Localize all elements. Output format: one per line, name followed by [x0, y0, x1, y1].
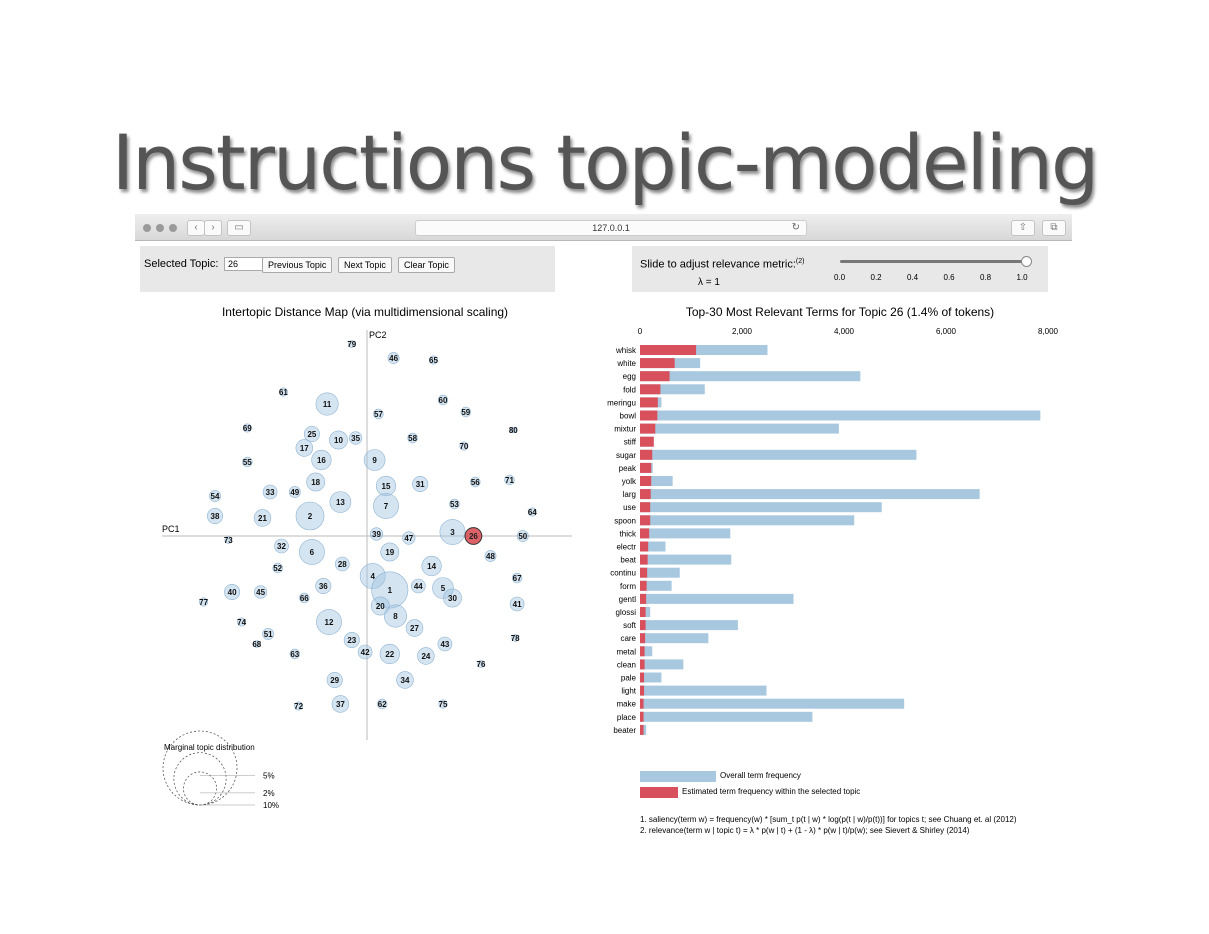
- topic-label-80: 80: [508, 426, 518, 435]
- browser-window: [135, 214, 1072, 842]
- topic-label-20: 20: [375, 602, 385, 611]
- selected-topic-label: Selected Topic:: [144, 258, 219, 270]
- slider-tick-label: 0.0: [834, 273, 846, 282]
- x-tick-label: 2,000: [731, 327, 753, 336]
- topic-label-39: 39: [372, 530, 381, 539]
- relevance-panel: [632, 246, 1048, 292]
- share-icon[interactable]: ⇧: [1011, 220, 1035, 236]
- bar-topic-place[interactable]: [640, 712, 644, 722]
- legend-label-topic: Estimated term frequency within the selected topic: [682, 787, 861, 796]
- term-label-fold[interactable]: fold: [623, 385, 636, 395]
- slider-tick-label: 1.0: [1016, 273, 1028, 282]
- bar-topic-care[interactable]: [640, 633, 645, 643]
- bar-topic-metal[interactable]: [640, 646, 645, 656]
- bar-topic-white[interactable]: [640, 358, 675, 368]
- legend-swatch-overall: [640, 771, 716, 782]
- relevance-footnote-ref: (2): [795, 258, 805, 265]
- bar-topic-make[interactable]: [640, 699, 644, 709]
- chevron-right-icon[interactable]: ›: [204, 220, 222, 236]
- url-text: 127.0.0.1: [592, 223, 630, 233]
- term-label-sugar[interactable]: sugar: [615, 450, 636, 460]
- term-label-metal[interactable]: metal: [616, 647, 636, 657]
- topic-label-6: 6: [309, 548, 315, 557]
- x-tick-label: 0: [637, 327, 643, 336]
- topic-label-58: 58: [408, 434, 418, 443]
- relevance-footnote: 2. relevance(term w | topic t) = λ * p(w | t) + (1 - λ) * p(w | t)/p(w); see Sievert & Shirley (2014): [640, 826, 970, 835]
- bar-topic-meringu[interactable]: [640, 397, 658, 407]
- topic-label-31: 31: [415, 480, 425, 489]
- bar-overall-light[interactable]: [640, 686, 766, 696]
- term-label-beater[interactable]: beater: [613, 725, 636, 735]
- bar-overall-egg[interactable]: [640, 371, 860, 381]
- bar-topic-peak[interactable]: [640, 463, 651, 473]
- topic-label-18: 18: [311, 478, 321, 487]
- topic-label-67: 67: [512, 574, 522, 583]
- bar-overall-clean[interactable]: [640, 659, 683, 669]
- legend-swatch-topic: [640, 787, 678, 798]
- topic-controls-panel: [140, 246, 555, 292]
- previous-topic-button[interactable]: Previous Topic: [262, 257, 332, 273]
- bar-overall-spoon[interactable]: [640, 515, 854, 525]
- term-label-stiff[interactable]: stiff: [623, 437, 636, 447]
- topic-label-2: 2: [307, 512, 313, 521]
- topic-label-70: 70: [459, 442, 469, 451]
- topic-label-30: 30: [448, 594, 457, 603]
- relevance-slider-track[interactable]: [840, 260, 1026, 263]
- bar-overall-gentl[interactable]: [640, 594, 794, 604]
- bar-overall-sugar[interactable]: [640, 450, 916, 460]
- marginal-label-10%: 10%: [263, 801, 280, 810]
- term-label-whisk[interactable]: whisk: [615, 346, 636, 355]
- topic-label-28: 28: [337, 560, 347, 569]
- bar-chart-legend: [640, 771, 1040, 811]
- sidebar-icon[interactable]: ▭: [227, 220, 251, 236]
- term-label-bowl[interactable]: bowl: [619, 411, 636, 421]
- slide-title: Instructions topic-modeling: [111, 118, 1098, 207]
- topic-label-74: 74: [237, 618, 247, 627]
- pc1-label: PC1: [162, 524, 180, 534]
- topic-label-16: 16: [316, 456, 326, 465]
- topic-label-52: 52: [273, 564, 283, 573]
- topic-label-68: 68: [252, 640, 262, 649]
- topic-label-19: 19: [385, 548, 395, 557]
- topic-label-59: 59: [461, 408, 471, 417]
- topic-label-79: 79: [347, 340, 357, 349]
- term-label-pale[interactable]: pale: [620, 673, 636, 683]
- topic-label-53: 53: [449, 500, 459, 509]
- slider-tick-label: 0.8: [980, 273, 992, 282]
- term-label-care[interactable]: care: [620, 634, 636, 644]
- bar-topic-beater[interactable]: [640, 725, 644, 735]
- topic-label-57: 57: [373, 410, 383, 419]
- bar-overall-use[interactable]: [640, 502, 882, 512]
- topic-label-60: 60: [438, 396, 448, 405]
- topic-label-61: 61: [278, 388, 288, 397]
- topic-label-9: 9: [372, 456, 377, 465]
- bar-topic-thick[interactable]: [640, 528, 649, 538]
- legend-label-overall: Overall term frequency: [720, 771, 801, 780]
- topic-label-73: 73: [223, 536, 233, 545]
- selected-topic-input[interactable]: 26: [224, 257, 266, 271]
- close-window-button[interactable]: [143, 224, 151, 232]
- topic-label-32: 32: [277, 542, 286, 551]
- topic-label-76: 76: [476, 660, 486, 669]
- bar-topic-continu[interactable]: [640, 568, 647, 578]
- slider-tick-label: 0.2: [870, 273, 882, 282]
- term-label-larg[interactable]: larg: [622, 490, 636, 500]
- topic-label-25: 25: [307, 430, 317, 439]
- topic-label-12: 12: [324, 618, 334, 627]
- relevance-label: Slide to adjust relevance metric:$^{(2)}$: [640, 258, 805, 271]
- bar-overall-make[interactable]: [640, 699, 904, 709]
- zoom-window-button[interactable]: [169, 224, 177, 232]
- topic-label-15: 15: [381, 482, 391, 491]
- marginal-label-2%: 2%: [263, 788, 275, 798]
- bar-overall-bowl[interactable]: [640, 411, 1040, 421]
- page-content: [135, 241, 1072, 842]
- x-tick-label: 8,000: [1037, 327, 1059, 336]
- slider-tick-label: 0.4: [907, 273, 919, 282]
- next-topic-button[interactable]: Next Topic: [338, 257, 392, 273]
- bar-chart-title: Top-30 Most Relevant Terms for Topic 26 (1.4% of tokens): [685, 305, 995, 319]
- bar-topic-sugar[interactable]: [640, 450, 652, 460]
- term-label-meringu[interactable]: meringu: [607, 398, 636, 408]
- footnotes: [640, 814, 1060, 836]
- bar-topic-stiff[interactable]: [640, 437, 654, 447]
- topic-label-3: 3: [450, 528, 455, 537]
- bar-topic-whisk[interactable]: [640, 345, 696, 355]
- bar-topic-larg[interactable]: [640, 489, 651, 499]
- bar-overall-mixtur[interactable]: [640, 424, 839, 434]
- term-label-light[interactable]: light: [621, 686, 636, 696]
- topic-label-37: 37: [335, 700, 345, 709]
- bar-topic-soft[interactable]: [640, 620, 646, 630]
- topic-label-71: 71: [505, 476, 514, 485]
- topic-label-34: 34: [400, 676, 410, 685]
- topic-label-8: 8: [393, 612, 398, 621]
- tabs-icon[interactable]: ⧉: [1042, 220, 1066, 236]
- topic-label-29: 29: [330, 676, 340, 685]
- topic-label-35: 35: [351, 434, 361, 443]
- topic-label-11: 11: [322, 400, 332, 409]
- term-label-white[interactable]: white: [617, 359, 636, 369]
- topic-label-13: 13: [335, 498, 345, 507]
- topic-label-36: 36: [318, 582, 328, 591]
- topic-label-46: 46: [389, 354, 399, 363]
- bar-overall-soft[interactable]: [640, 620, 738, 630]
- topic-label-69: 69: [242, 424, 252, 433]
- marginal-circle-5%: [174, 753, 226, 805]
- bar-topic-beat[interactable]: [640, 555, 648, 565]
- topic-label-78: 78: [510, 634, 520, 643]
- term-label-thick[interactable]: thick: [619, 529, 636, 539]
- term-label-electr[interactable]: electr: [616, 542, 636, 552]
- bar-topic-form[interactable]: [640, 581, 647, 591]
- lambda-label: λ = 1: [698, 277, 720, 288]
- topic-label-5: 5: [440, 584, 446, 593]
- bar-overall-larg[interactable]: [640, 489, 980, 499]
- topic-label-26: 26: [468, 532, 478, 541]
- slider-tick-label: 0.6: [943, 273, 955, 282]
- topic-label-22: 22: [385, 650, 395, 659]
- marginal-label-5%: 5%: [263, 771, 275, 781]
- topic-label-33: 33: [265, 488, 275, 497]
- topic-label-1: 1: [387, 586, 393, 595]
- bar-topic-use[interactable]: [640, 502, 650, 512]
- bar-topic-clean[interactable]: [640, 659, 645, 669]
- term-label-mixtur[interactable]: mixtur: [614, 424, 636, 434]
- minimize-window-button[interactable]: [156, 224, 164, 232]
- term-label-make[interactable]: make: [616, 699, 636, 709]
- relevance-slider-handle[interactable]: [1021, 256, 1032, 267]
- topic-map-title: Intertopic Distance Map (via multidimensional scaling): [221, 305, 509, 319]
- topic-label-27: 27: [410, 624, 419, 633]
- bar-topic-electr[interactable]: [640, 542, 648, 552]
- term-label-egg[interactable]: egg: [622, 372, 636, 382]
- topic-label-45: 45: [256, 588, 266, 597]
- topic-label-21: 21: [258, 514, 267, 523]
- topic-label-64: 64: [527, 508, 537, 517]
- term-label-use[interactable]: use: [623, 503, 636, 513]
- relevant-terms-bar-chart: [591, 323, 1061, 793]
- bar-topic-yolk[interactable]: [640, 476, 651, 486]
- topic-label-23: 23: [347, 636, 357, 645]
- bar-overall-thick[interactable]: [640, 528, 730, 538]
- bar-overall-beat[interactable]: [640, 555, 731, 565]
- clear-topic-button[interactable]: Clear Topic: [398, 257, 455, 273]
- topic-label-14: 14: [427, 562, 437, 571]
- topic-label-44: 44: [413, 582, 423, 591]
- topic-label-63: 63: [290, 650, 300, 659]
- topic-label-43: 43: [440, 640, 450, 649]
- chevron-left-icon[interactable]: ‹: [187, 220, 205, 236]
- topic-label-47: 47: [404, 534, 414, 543]
- term-label-soft[interactable]: soft: [623, 621, 636, 631]
- marginal-title: Marginal topic distribution: [164, 743, 255, 752]
- bar-overall-care[interactable]: [640, 633, 708, 643]
- term-label-gentl[interactable]: gentl: [618, 594, 636, 604]
- topic-label-40: 40: [227, 588, 237, 597]
- saliency-footnote: 1. saliency(term w) = frequency(w) * [sum_t p(t | w) * log(p(t | w)/p(t))] for topics t; see Chuang et. al (2012): [640, 815, 1017, 824]
- pc2-label: PC2: [369, 330, 387, 340]
- topic-label-55: 55: [242, 458, 252, 467]
- term-label-place[interactable]: place: [616, 712, 636, 722]
- topic-label-17: 17: [299, 444, 309, 453]
- bar-topic-fold[interactable]: [640, 384, 660, 394]
- topic-label-4: 4: [370, 572, 375, 581]
- topic-label-72: 72: [294, 702, 304, 711]
- topic-label-48: 48: [486, 552, 495, 561]
- term-label-spoon[interactable]: spoon: [614, 516, 636, 526]
- term-label-form[interactable]: form: [620, 581, 636, 591]
- topic-label-51: 51: [263, 630, 273, 639]
- topic-label-66: 66: [299, 594, 309, 603]
- bar-topic-glossi[interactable]: [640, 607, 646, 617]
- term-label-yolk[interactable]: yolk: [621, 477, 636, 486]
- bar-topic-mixtur[interactable]: [640, 424, 655, 434]
- term-label-glossi[interactable]: glossi: [615, 608, 636, 617]
- reload-icon[interactable]: ↻: [791, 222, 800, 233]
- marginal-circle-2%: [183, 772, 216, 805]
- x-tick-label: 4,000: [833, 327, 855, 336]
- term-label-beat[interactable]: beat: [620, 555, 636, 565]
- topic-label-65: 65: [429, 356, 438, 365]
- browser-toolbar: [135, 214, 1072, 241]
- topic-label-42: 42: [360, 648, 370, 657]
- topic-label-77: 77: [199, 598, 209, 607]
- topic-label-10: 10: [334, 436, 343, 445]
- x-tick-label: 6,000: [935, 327, 957, 336]
- url-bar[interactable]: [415, 220, 807, 236]
- topic-label-41: 41: [512, 600, 522, 609]
- bar-topic-pale[interactable]: [640, 673, 644, 683]
- topic-label-75: 75: [438, 700, 448, 709]
- term-label-continu[interactable]: continu: [610, 568, 636, 578]
- bar-overall-place[interactable]: [640, 712, 812, 722]
- bar-topic-spoon[interactable]: [640, 515, 650, 525]
- topic-label-38: 38: [210, 512, 220, 521]
- topic-label-7: 7: [383, 502, 389, 511]
- term-label-peak[interactable]: peak: [618, 463, 636, 473]
- bar-topic-egg[interactable]: [640, 371, 670, 381]
- intertopic-distance-map: [155, 325, 575, 835]
- topic-label-50: 50: [518, 532, 528, 541]
- topic-label-56: 56: [470, 478, 480, 487]
- topic-label-24: 24: [421, 652, 431, 661]
- topic-label-49: 49: [290, 488, 300, 497]
- bar-topic-gentl[interactable]: [640, 594, 646, 604]
- bar-topic-bowl[interactable]: [640, 411, 657, 421]
- bar-topic-light[interactable]: [640, 686, 644, 696]
- term-label-clean[interactable]: clean: [616, 660, 636, 670]
- topic-label-54: 54: [210, 492, 220, 501]
- topic-label-62: 62: [377, 700, 387, 709]
